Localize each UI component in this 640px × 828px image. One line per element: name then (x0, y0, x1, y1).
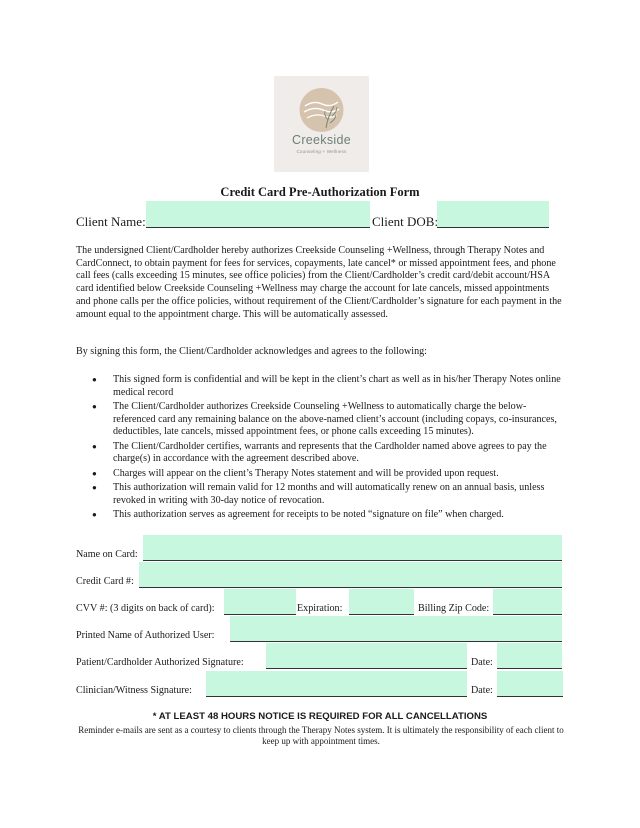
clinician-signature-label: Clinician/Witness Signature: (76, 685, 192, 696)
authorization-paragraph: The undersigned Client/Cardholder hereby authorizes Creekside Counseling +Wellness, through Therapy Notes and CardConnect, to obtain payment for fees for services, copayments, late cancel* or missed appointment fees, and phone call fees (calls exceeding 15 minutes, see office policies) from the Client/Cardholder’s credit card/debit account/HSA card identified below Creekside Counseling +Wellness may charge the account for late cancels, missed appointments and phone calls per the office policies, without requirement of the Client/Cardholder’s signature for each payment in the amount equal to the appointment charge. This will be automatically assessed. (76, 245, 562, 320)
reminder-text: Reminder e-mails are sent as a courtesy to clients through the Therapy Notes system. It is ultimately the responsibility of each client to keep up with appointment times. (78, 725, 564, 747)
expiration-field[interactable] (349, 589, 414, 615)
terms-list (92, 374, 566, 523)
form-title: Credit Card Pre-Authorization Form (220, 185, 420, 199)
patient-signature-label: Patient/Cardholder Authorized Signature: (76, 657, 244, 668)
patient-signature-field[interactable] (266, 643, 467, 669)
credit-card-number-field[interactable] (139, 562, 562, 588)
printed-name-label: Printed Name of Authorized User: (76, 630, 215, 641)
printed-name-field[interactable] (230, 616, 562, 642)
list-item: ● Charges will appear on the client’s Therapy Notes statement and will be provided upon request. (92, 468, 566, 481)
expiration-label: Expiration: (297, 603, 343, 614)
cvv-label: CVV #: (3 digits on back of card): (76, 603, 215, 614)
creek-leaf-icon (274, 76, 369, 172)
patient-date-field[interactable] (497, 643, 562, 669)
logo (274, 76, 369, 172)
clinician-date-label: Date: (471, 685, 493, 696)
list-item: ● The Client/Cardholder authorizes Creekside Counseling +Wellness to automatically charge the below- referenced card any remaining balance on the above-named client’s account (including copays, co-insurances, deductibles, late cancels, missed appointment fees, or phone calls exceeding 15 minutes). (92, 401, 566, 439)
clinician-signature-field[interactable] (206, 671, 467, 697)
name-on-card-label: Name on Card: (76, 549, 138, 560)
logo-wordmark: Creekside (292, 133, 351, 147)
billing-zip-field[interactable] (493, 589, 562, 615)
list-item: ● This authorization serves as agreement for receipts to be noted “signature on file” when charged. (92, 509, 566, 522)
list-item: ● This authorization will remain valid for 12 months and will automatically renew on an annual basis, unless revoked in writing with 30-day notice of revocation. (92, 482, 566, 507)
client-name-label: Client Name: (76, 214, 146, 229)
acknowledgement-paragraph: By signing this form, the Client/Cardholder acknowledges and agrees to the following: (76, 346, 427, 357)
client-name-field[interactable] (146, 201, 370, 228)
cvv-field[interactable] (224, 589, 296, 615)
clinician-date-field[interactable] (497, 671, 563, 697)
name-on-card-field[interactable] (143, 535, 562, 561)
cancellation-notice: * AT LEAST 48 HOURS NOTICE IS REQUIRED FOR ALL CANCELLATIONS (152, 711, 488, 722)
credit-card-number-label: Credit Card #: (76, 576, 134, 587)
patient-date-label: Date: (471, 657, 493, 668)
list-item: ● The Client/Cardholder certifies, warrants and represents that the Cardholder named above agrees to pay the charge(s) in accordance with the agreement described above. (92, 441, 566, 466)
logo-tagline: Counseling + Wellness (296, 149, 347, 154)
list-item: ● This signed form is confidential and will be kept in the client’s chart as well as in his/her Therapy Notes online medical record (92, 374, 566, 399)
billing-zip-label: Billing Zip Code: (418, 603, 490, 614)
client-dob-label: Client DOB: (372, 214, 439, 229)
client-dob-field[interactable] (437, 201, 549, 228)
